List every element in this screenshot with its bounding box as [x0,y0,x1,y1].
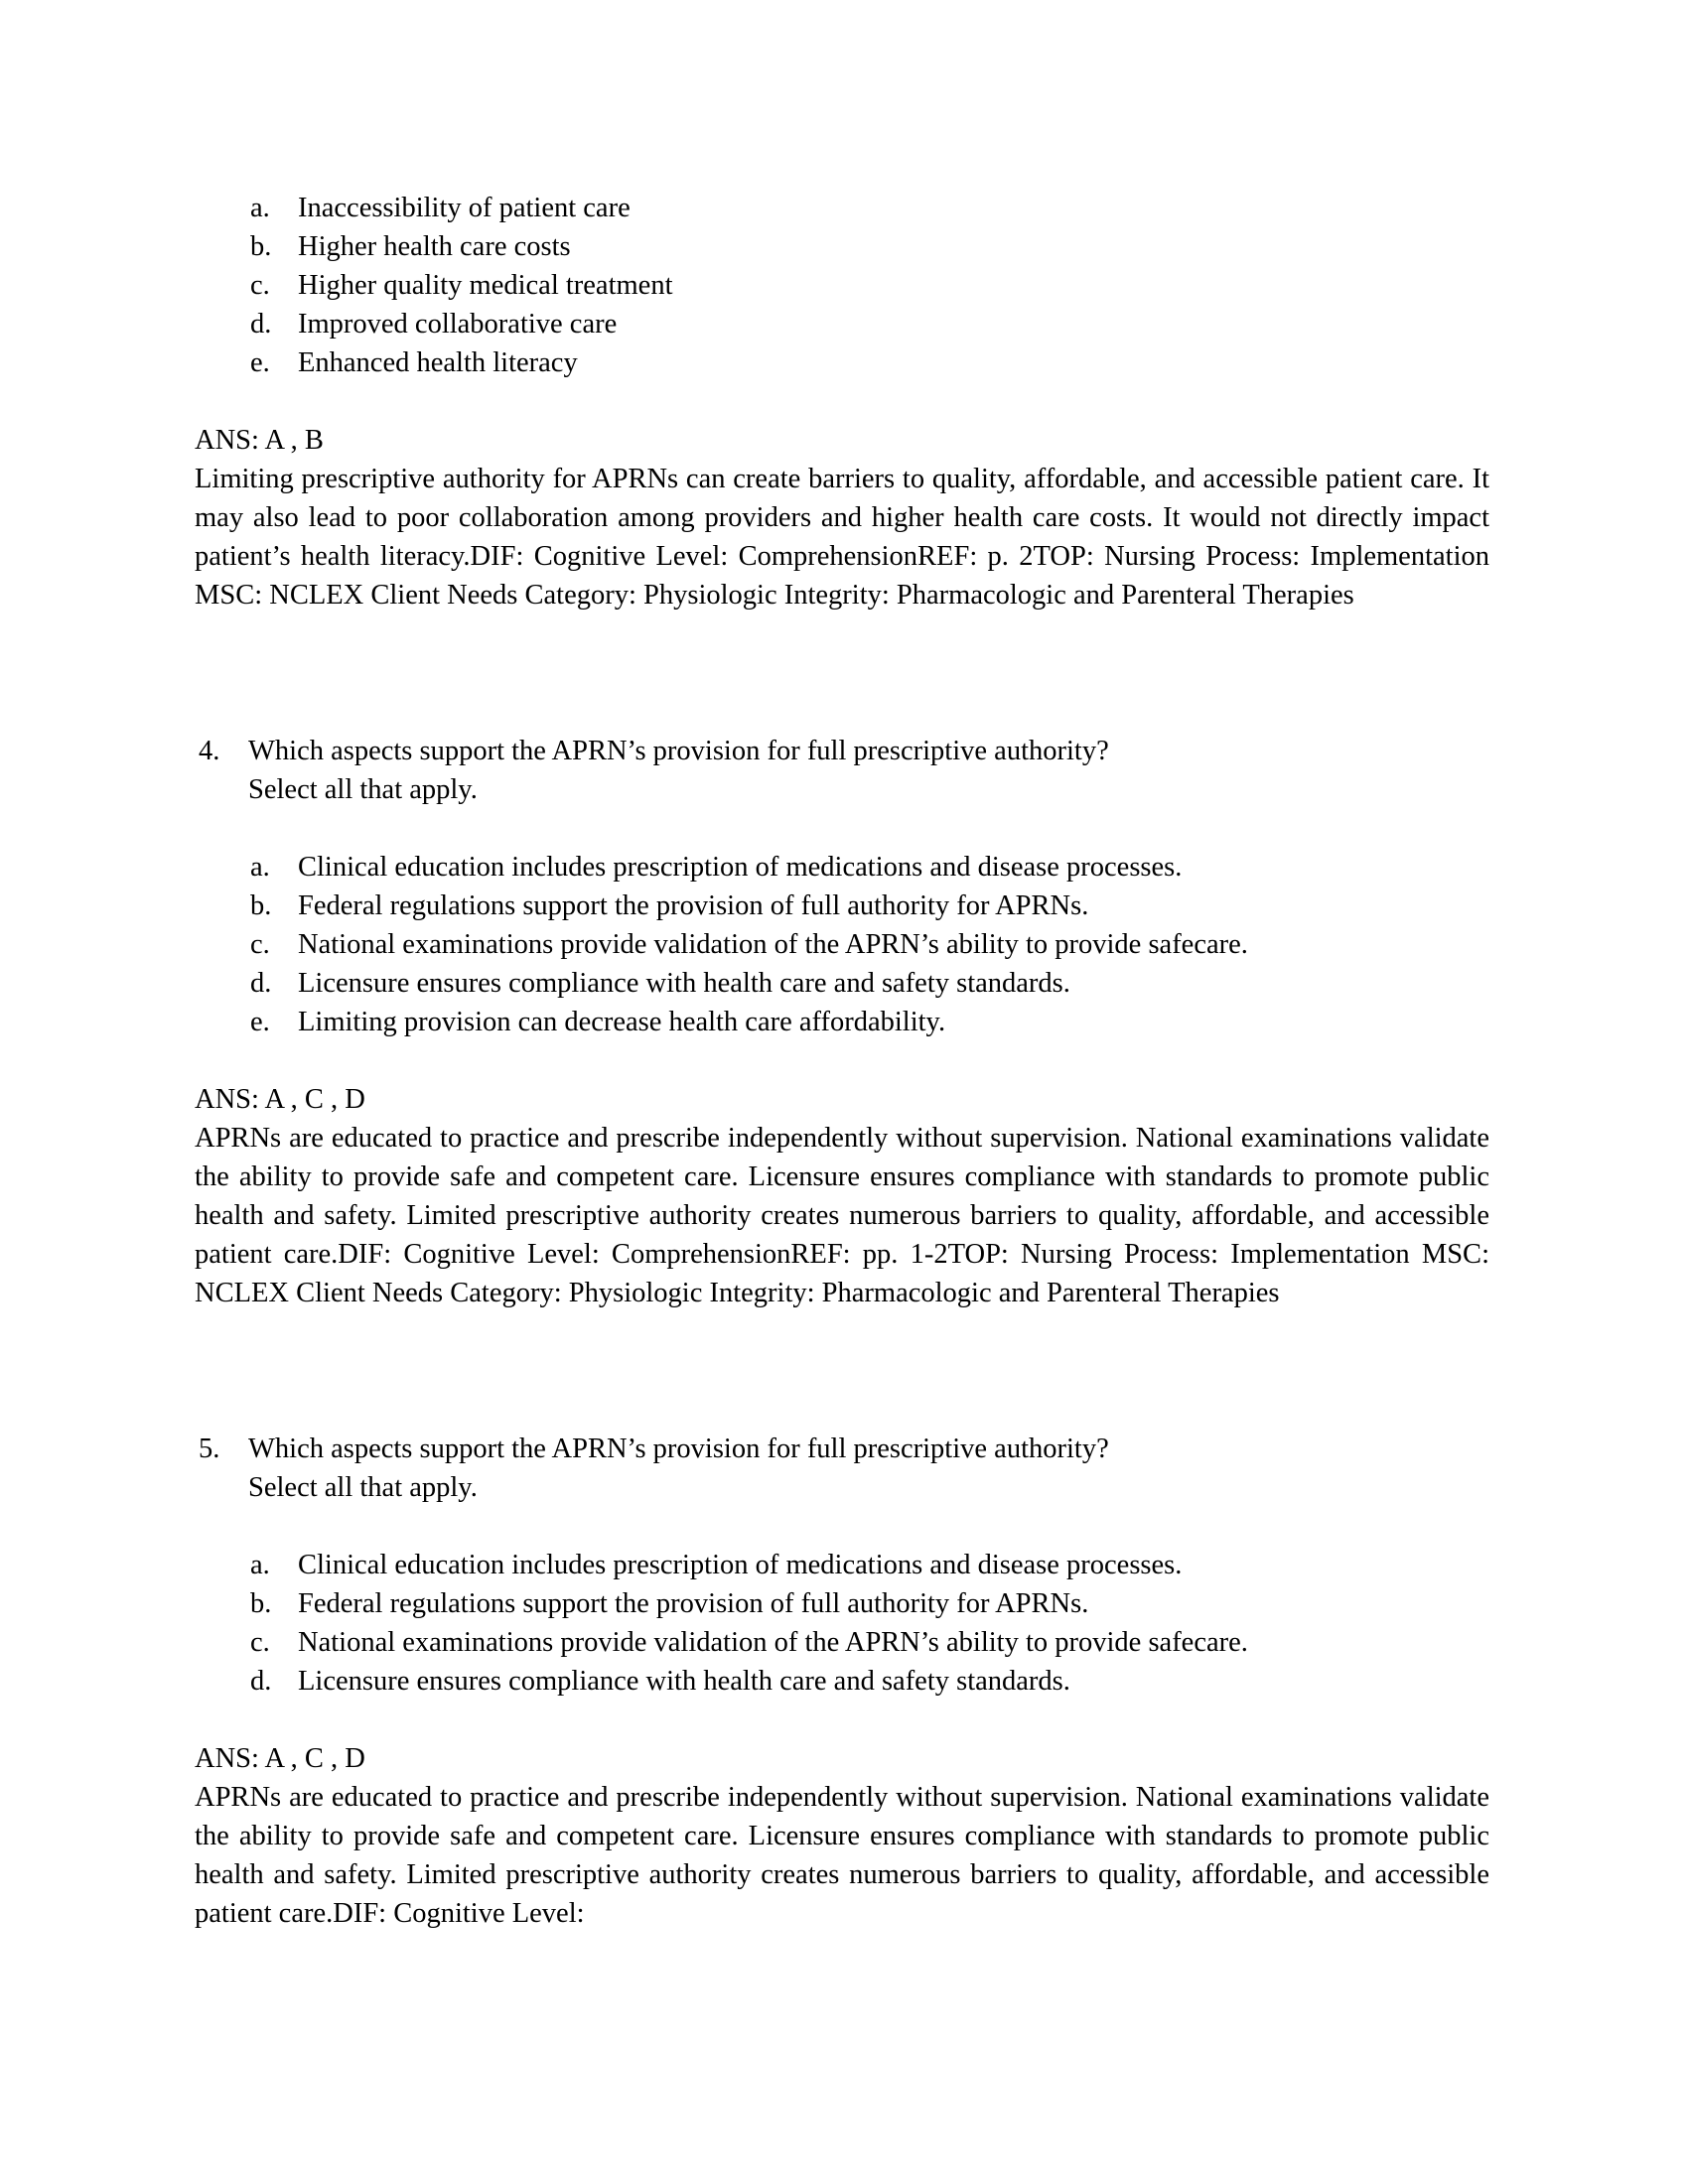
option-text: Federal regulations support the provision of full authority for APRNs. [298,1588,1089,1619]
spacer [195,382,1489,421]
option-list-question-4 [195,848,1489,1041]
option-text: Limiting provision can decrease health care affordability. [298,1007,946,1037]
answer-rationale: APRNs are educated to practice and prescribe independently without supervision. National examinations validate the ability to provide safe and competent care. Licensure ensures compliance with standards to promote public health and safety. Limited prescriptive authority creates numerous barriers to quality, affordable, and accessible patient care.DIF: Cognitive Level: ComprehensionREF: pp. 1-2TOP: Nursing Process: Implementation MSC: NCLEX Client Needs Category: Physiologic Integrity: Pharmacologic and Parenteral Therapies [195,1123,1489,1308]
question-4 [195,732,1489,809]
option-marker: a. [250,193,270,223]
list-item [195,848,1489,887]
option-marker: d. [250,1666,272,1697]
list-item [195,1546,1489,1584]
option-text: Improved collaborative care [298,309,618,340]
spacer [195,1312,1489,1430]
option-marker: b. [250,890,272,921]
option-marker: e. [250,1007,270,1037]
list-item [195,1662,1489,1701]
question-stem-line-1: Which aspects support the APRN’s provision for full prescriptive authority? [248,1433,1109,1464]
option-text: National examinations provide validation of the APRN’s ability to provide safecare. [298,1627,1248,1658]
list-item [195,1623,1489,1662]
option-text: Licensure ensures compliance with health care and safety standards. [298,1666,1070,1697]
option-list-previous-question [195,189,1489,382]
answer-rationale: Limiting prescriptive authority for APRNs can create barriers to quality, affordable, and accessible patient care. It may also lead to poor collaboration among providers and higher health care costs. It would not directly impact patient’s health literacy.DIF: Cognitive Level: ComprehensionREF: p. 2TOP: Nursing Process: Implementation MSC: NCLEX Client Needs Category: Physiologic Integrity: Pharmacologic and Parenteral Therapies [195,464,1489,611]
spacer [195,1507,1489,1546]
option-marker: d. [250,309,272,340]
answer-label: ANS: A , B [195,425,324,456]
answer-rationale: APRNs are educated to practice and prescribe independently without supervision. National examinations validate the ability to provide safe and competent care. Licensure ensures compliance with standards to promote public health and safety. Limited prescriptive authority creates numerous barriers to quality, affordable, and accessible patient care.DIF: Cognitive Level: [195,1782,1489,1929]
option-text: Higher health care costs [298,231,571,262]
answer-label: ANS: A , C , D [195,1084,365,1115]
list-item [195,227,1489,266]
option-text: Enhanced health literacy [298,347,578,378]
question-stem-line-1: Which aspects support the APRN’s provision for full prescriptive authority? [248,736,1109,766]
option-marker: c. [250,270,270,301]
option-marker: a. [250,852,270,883]
option-text: Clinical education includes prescription of medications and disease processes. [298,852,1183,883]
option-marker: a. [250,1550,270,1580]
question-number: 4. [199,736,220,766]
question-stem-line-2: Select all that apply. [248,774,478,805]
list-item [195,1003,1489,1041]
list-item [195,343,1489,382]
page-content [195,189,1489,1933]
list-item [195,887,1489,925]
list-item [195,266,1489,305]
spacer [195,809,1489,848]
option-marker: e. [250,347,270,378]
spacer [195,1041,1489,1080]
list-item [195,925,1489,964]
option-list-question-5 [195,1546,1489,1701]
answer-label: ANS: A , C , D [195,1743,365,1774]
spacer [195,1701,1489,1739]
option-text: Federal regulations support the provision of full authority for APRNs. [298,890,1089,921]
question-stem-line-2: Select all that apply. [248,1472,478,1503]
option-marker: c. [250,1627,270,1658]
option-text: National examinations provide validation of the APRN’s ability to provide safecare. [298,929,1248,960]
list-item [195,305,1489,343]
list-item [195,1584,1489,1623]
spacer [195,614,1489,732]
option-marker: d. [250,968,272,999]
option-text: Licensure ensures compliance with health care and safety standards. [298,968,1070,999]
option-marker: c. [250,929,270,960]
option-text: Clinical education includes prescription of medications and disease processes. [298,1550,1183,1580]
option-text: Higher quality medical treatment [298,270,673,301]
option-marker: b. [250,231,272,262]
list-item [195,964,1489,1003]
question-number: 5. [199,1433,220,1464]
option-marker: b. [250,1588,272,1619]
list-item [195,189,1489,227]
question-5 [195,1430,1489,1507]
option-text: Inaccessibility of patient care [298,193,631,223]
